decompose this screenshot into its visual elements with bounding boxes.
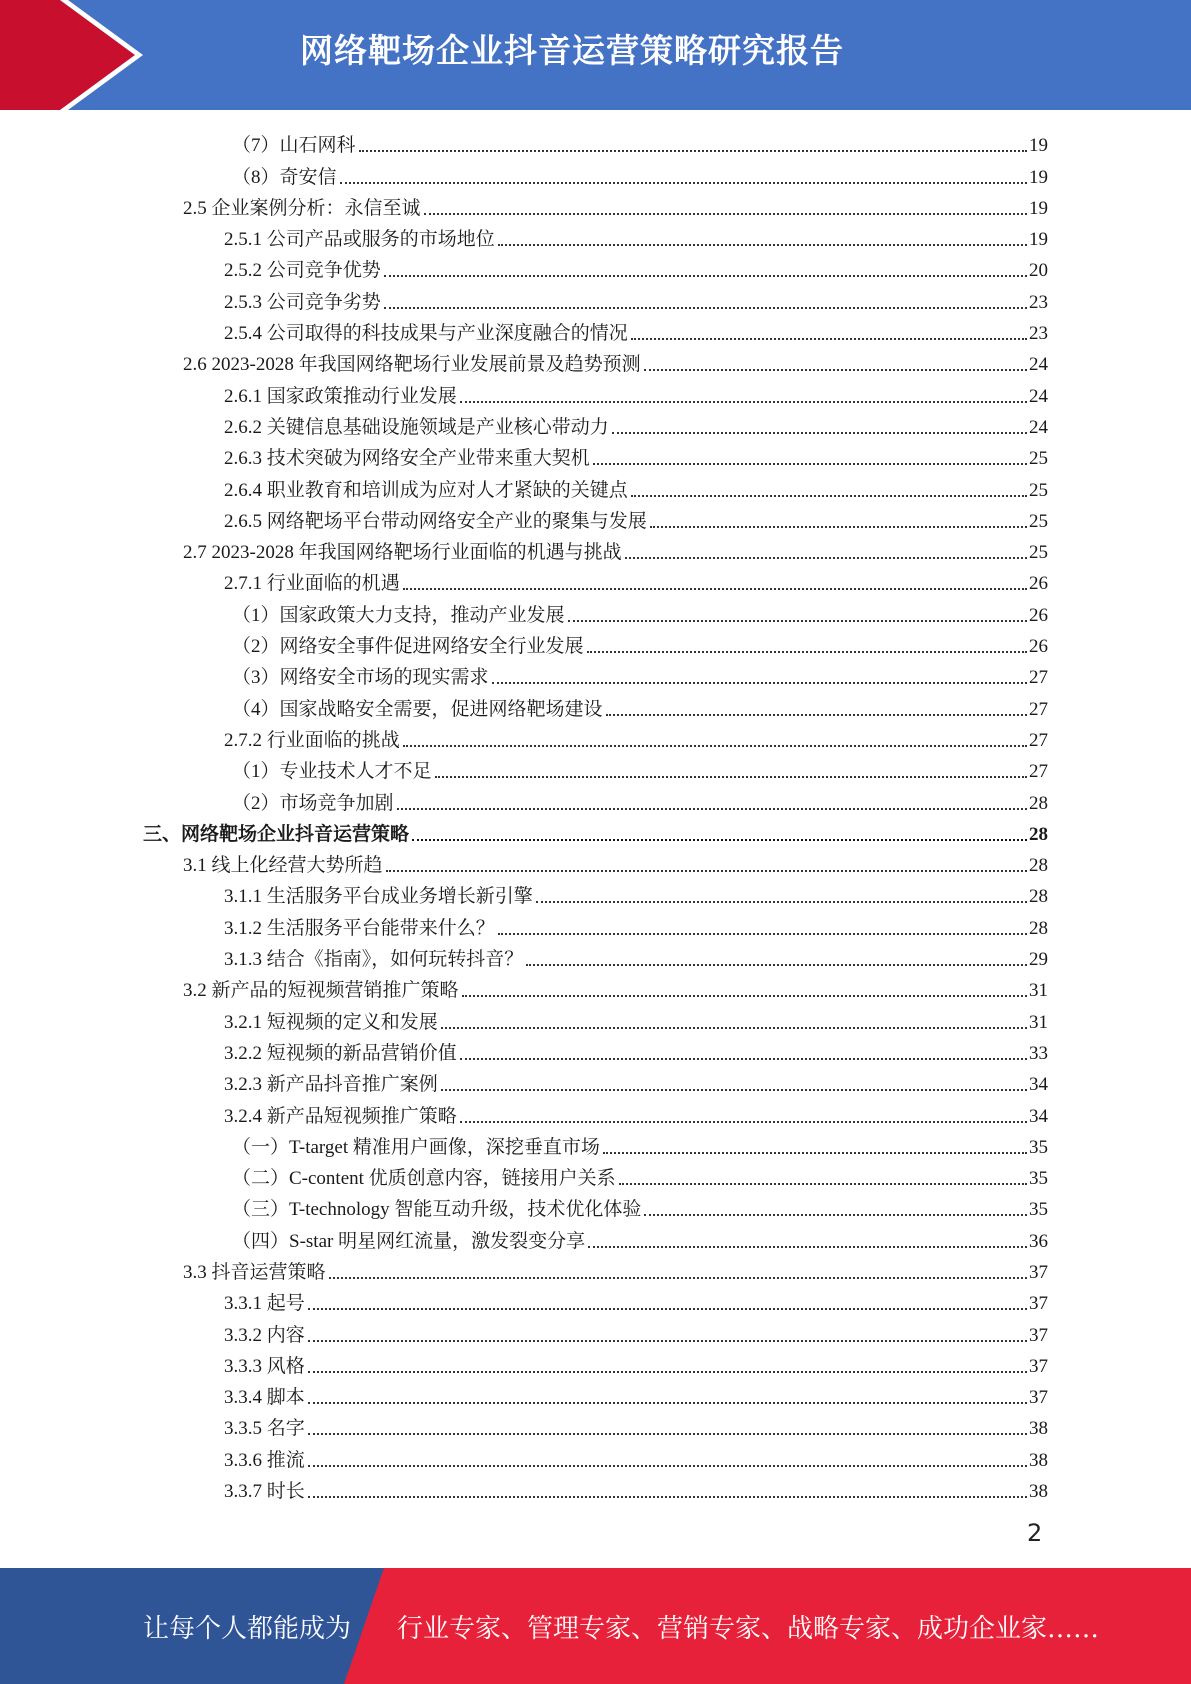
toc-entry-title: 3.3.1 起号 [224,1293,305,1315]
toc-dot-leader [462,994,1027,997]
toc-dot-leader [498,243,1027,246]
toc-entry-title: （一）T-target 精准用户画像，深挖垂直市场 [232,1136,600,1158]
toc-entry-page: 26 [1029,604,1048,626]
toc-entry-title: 3.3.5 名字 [224,1418,305,1440]
toc-entry-page: 27 [1029,761,1048,783]
toc-dot-leader [625,556,1027,559]
toc-entry[interactable] [0,848,1191,879]
toc-dot-leader [359,149,1027,152]
toc-entry[interactable] [0,723,1191,754]
toc-entry-page: 35 [1029,1136,1048,1158]
toc-dot-leader [460,1057,1027,1060]
toc-entry-title: （四）S-star 明星网红流量，激发裂变分享 [232,1230,586,1252]
toc-entry-title: （三）T-technology 智能互动升级，技术优化体验 [232,1199,642,1221]
toc-entry-title: 3.1.3 结合《指南》，如何玩转抖音？ [224,949,524,971]
toc-entry-title: 2.6.5 网络靶场平台带动网络安全产业的聚集与发展 [224,510,647,532]
toc-entry-page: 38 [1029,1481,1048,1503]
toc-entry-title: （7）山石网科 [232,135,356,157]
toc-entry-page: 37 [1029,1261,1048,1283]
toc-dot-leader [588,1245,1027,1248]
toc-entry[interactable] [0,1067,1191,1098]
toc-dot-leader [384,306,1027,309]
toc-dot-leader [308,1307,1027,1310]
toc-entry-title: 2.5.1 公司产品或服务的市场地位 [224,229,495,251]
toc-entry-title: 3.2 新产品的短视频营销推广策略 [183,980,459,1002]
toc-dot-leader [526,963,1027,966]
page-header [0,0,1191,110]
toc-entry[interactable] [0,1474,1191,1505]
toc-entry-title: 2.5 企业案例分析：永信至诚 [183,197,421,219]
toc-entry-title: 3.1 线上化经营大势所趋 [183,855,383,877]
toc-entry-title: 3.1.2 生活服务平台能带来什么？ [224,917,495,939]
toc-entry[interactable] [0,222,1191,253]
toc-entry-page: 37 [1029,1355,1048,1377]
toc-entry-page: 26 [1029,573,1048,595]
toc-entry-title: 2.5.4 公司取得的科技成果与产业深度融合的情况 [224,323,628,345]
toc-entry-page: 24 [1029,354,1048,376]
toc-entry[interactable] [0,691,1191,722]
toc-entry[interactable] [0,660,1191,691]
toc-entry[interactable] [0,910,1191,941]
toc-dot-leader [308,1464,1027,1467]
toc-dot-leader [606,713,1027,716]
toc-dot-leader [650,525,1027,528]
toc-dot-leader [308,1370,1027,1373]
toc-entry-page: 20 [1029,260,1048,282]
toc-entry-page: 28 [1029,886,1048,908]
toc-entry-page: 35 [1029,1199,1048,1221]
toc-entry-title: 2.7 2023-2028 年我国网络靶场行业面临的机遇与挑战 [183,542,622,564]
toc-entry-page: 25 [1029,510,1048,532]
toc-entry-title: 3.3 抖音运营策略 [183,1261,326,1283]
toc-dot-leader [644,1213,1027,1216]
toc-entry-title: 3.2.2 短视频的新品营销价值 [224,1042,457,1064]
toc-entry[interactable] [0,535,1191,566]
toc-entry-page: 25 [1029,542,1048,564]
toc-entry[interactable] [0,378,1191,409]
toc-entry[interactable] [0,1255,1191,1286]
toc-entry-page: 28 [1029,792,1048,814]
toc-entry[interactable] [0,1192,1191,1223]
toc-dot-leader [386,869,1027,872]
toc-entry[interactable] [0,1161,1191,1192]
toc-entry-page: 28 [1029,855,1048,877]
toc-dot-leader [536,900,1027,903]
toc-dot-leader [631,494,1027,497]
toc-entry-page: 23 [1029,291,1048,313]
toc-entry-page: 37 [1029,1387,1048,1409]
toc-entry-title: 2.7.1 行业面临的机遇 [224,573,400,595]
toc-entry[interactable] [0,879,1191,910]
toc-entry-page: 24 [1029,385,1048,407]
toc-entry[interactable] [0,1349,1191,1380]
toc-entry-page: 28 [1029,823,1048,845]
toc-entry-title: 三、网络靶场企业抖音运营策略 [143,823,410,845]
toc-dot-leader [403,744,1027,747]
toc-entry-title: 2.6.3 技术突破为网络安全产业带来重大契机 [224,448,590,470]
toc-entry[interactable] [0,1130,1191,1161]
toc-entry-title: 2.6 2023-2028 年我国网络靶场行业发展前景及趋势预测 [183,354,641,376]
toc-entry-title: 3.1.1 生活服务平台成业务增长新引擎 [224,886,533,908]
toc-entry-page: 34 [1029,1074,1048,1096]
toc-entry-page: 25 [1029,479,1048,501]
footer-slogan-left: 让每个人都能成为 [143,1614,352,1644]
toc-entry-title: （8）奇安信 [232,166,337,188]
footer-slogan-right: 行业专家、管理专家、营销专家、战略专家、成功企业家…… [397,1614,1100,1644]
toc-entry[interactable] [0,284,1191,315]
toc-entry[interactable] [0,1004,1191,1035]
toc-entry-page: 38 [1029,1449,1048,1471]
toc-entry-page: 19 [1029,229,1048,251]
toc-dot-leader [441,1088,1027,1091]
toc-entry-page: 26 [1029,636,1048,658]
toc-entry-title: 3.2.3 新产品抖音推广案例 [224,1074,438,1096]
toc-entry[interactable] [0,347,1191,378]
toc-entry[interactable] [0,1411,1191,1442]
toc-entry[interactable] [0,1036,1191,1067]
toc-dot-leader [308,1339,1027,1342]
table-of-contents [0,128,1191,1505]
toc-dot-leader [619,1182,1027,1185]
toc-dot-leader [603,1151,1027,1154]
toc-entry[interactable] [0,441,1191,472]
toc-dot-leader [340,181,1027,184]
toc-entry-title: 2.6.4 职业教育和培训成为应对人才紧缺的关键点 [224,479,628,501]
toc-dot-leader [412,838,1027,841]
toc-entry-page: 36 [1029,1230,1048,1252]
toc-entry[interactable] [0,785,1191,816]
toc-dot-leader [308,1432,1027,1435]
toc-entry[interactable] [0,973,1191,1004]
toc-entry-title: （2）网络安全事件促进网络安全行业发展 [232,636,584,658]
toc-entry[interactable] [0,629,1191,660]
toc-dot-leader [631,337,1027,340]
toc-entry-title: 2.5.2 公司竞争优势 [224,260,381,282]
toc-entry[interactable] [0,817,1191,848]
toc-dot-leader [593,462,1027,465]
header-arrow-icon [0,0,160,110]
toc-entry-page: 34 [1029,1105,1048,1127]
toc-dot-leader [424,212,1027,215]
toc-entry-page: 19 [1029,166,1048,188]
toc-entry[interactable] [0,159,1191,190]
toc-entry[interactable] [0,942,1191,973]
toc-entry-page: 38 [1029,1418,1048,1440]
toc-entry-title: 2.6.2 关键信息基础设施领域是产业核心带动力 [224,416,609,438]
toc-entry-page: 33 [1029,1042,1048,1064]
toc-dot-leader [568,619,1027,622]
toc-dot-leader [492,681,1027,684]
toc-entry-page: 23 [1029,323,1048,345]
page-footer [0,1568,1191,1684]
toc-entry[interactable] [0,472,1191,503]
toc-entry-title: 3.3.6 推流 [224,1449,305,1471]
toc-entry-page: 27 [1029,698,1048,720]
toc-entry-title: 3.3.7 时长 [224,1481,305,1503]
toc-dot-leader [384,274,1027,277]
toc-entry-page: 31 [1029,980,1048,1002]
toc-entry[interactable] [0,504,1191,535]
toc-entry-title: 3.2.1 短视频的定义和发展 [224,1011,438,1033]
toc-entry-title: （二）C-content 优质创意内容，链接用户关系 [232,1168,616,1190]
toc-entry-title: （3）网络安全市场的现实需求 [232,667,489,689]
toc-entry[interactable] [0,1098,1191,1129]
toc-entry-page: 24 [1029,416,1048,438]
toc-dot-leader [435,775,1027,778]
toc-entry-title: 2.7.2 行业面临的挑战 [224,729,400,751]
toc-entry[interactable] [0,253,1191,284]
toc-entry-title: （2）市场竞争加剧 [232,792,394,814]
toc-entry-title: 3.3.2 内容 [224,1324,305,1346]
toc-dot-leader [441,1026,1027,1029]
toc-entry-page: 37 [1029,1293,1048,1315]
page-number: 2 [1027,1519,1043,1547]
toc-entry-page: 27 [1029,667,1048,689]
toc-entry-page: 25 [1029,448,1048,470]
toc-entry[interactable] [0,566,1191,597]
toc-entry-title: （1）专业技术人才不足 [232,761,432,783]
toc-entry[interactable] [0,597,1191,628]
toc-entry-title: （1）国家政策大力支持，推动产业发展 [232,604,565,626]
toc-entry-title: （4）国家战略安全需要，促进网络靶场建设 [232,698,603,720]
toc-entry-title: 2.5.3 公司竞争劣势 [224,291,381,313]
toc-entry-page: 28 [1029,917,1048,939]
toc-dot-leader [397,807,1027,810]
document-title: 网络靶场企业抖音运营策略研究报告 [300,31,844,70]
toc-entry-page: 37 [1029,1324,1048,1346]
toc-entry-title: 3.3.4 脚本 [224,1387,305,1409]
toc-entry[interactable] [0,1286,1191,1317]
toc-dot-leader [329,1276,1027,1279]
toc-dot-leader [498,932,1027,935]
toc-entry-page: 35 [1029,1168,1048,1190]
toc-entry-page: 19 [1029,135,1048,157]
toc-dot-leader [644,368,1027,371]
toc-entry[interactable] [0,754,1191,785]
toc-entry-page: 29 [1029,949,1048,971]
toc-entry[interactable] [0,410,1191,441]
toc-entry[interactable] [0,316,1191,347]
toc-dot-leader [612,431,1027,434]
toc-entry-page: 19 [1029,197,1048,219]
toc-entry[interactable] [0,1317,1191,1348]
toc-entry-title: 3.3.3 风格 [224,1355,305,1377]
toc-dot-leader [308,1401,1027,1404]
toc-entry-title: 3.2.4 新产品短视频推广策略 [224,1105,457,1127]
toc-dot-leader [308,1495,1027,1498]
toc-entry[interactable] [0,191,1191,222]
toc-entry[interactable] [0,1380,1191,1411]
toc-entry[interactable] [0,128,1191,159]
toc-dot-leader [587,650,1027,653]
toc-entry-page: 31 [1029,1011,1048,1033]
toc-dot-leader [460,400,1027,403]
toc-dot-leader [460,1120,1027,1123]
toc-entry-title: 2.6.1 国家政策推动行业发展 [224,385,457,407]
toc-entry[interactable] [0,1223,1191,1254]
toc-entry[interactable] [0,1442,1191,1473]
toc-dot-leader [403,587,1027,590]
toc-entry-page: 27 [1029,729,1048,751]
